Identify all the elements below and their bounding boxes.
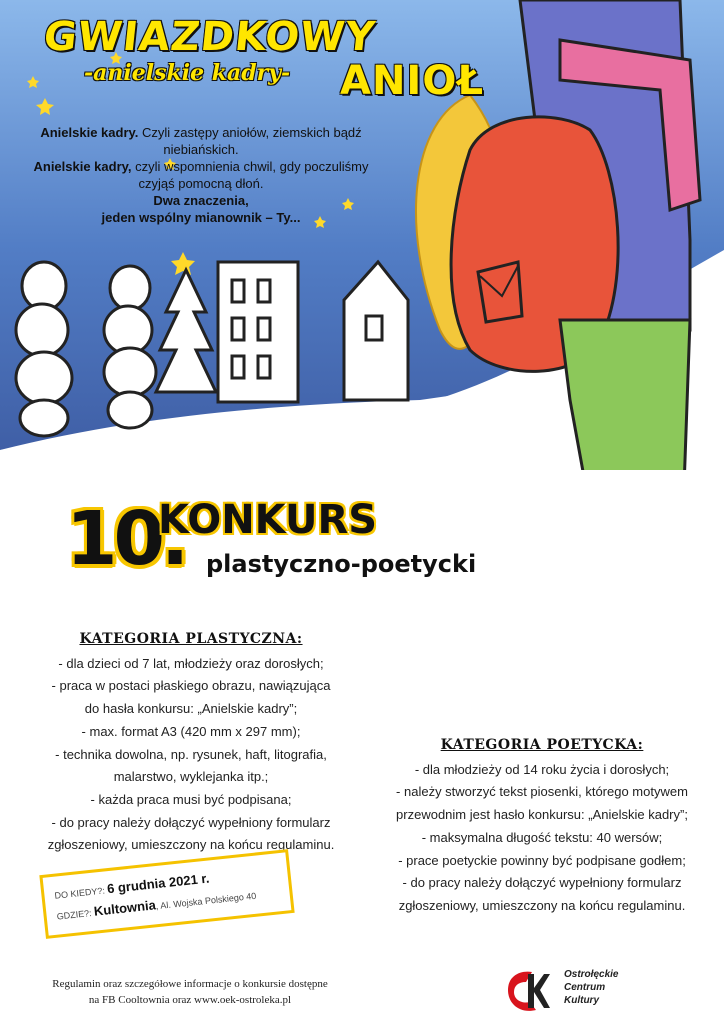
intro-p1-rest: Czyli zastępy aniołów, ziemskich bądź niebiańskich. xyxy=(138,125,362,157)
footer-line-2: na FB Cooltownia oraz www.oek-ostroleka.pl xyxy=(88,994,292,1006)
when-where-box xyxy=(39,849,294,939)
intro-p1-bold: Anielskie kadry. xyxy=(40,125,139,140)
category-art-line: - do pracy należy dołączyć wypełniony formularz xyxy=(51,814,331,830)
logo-line-3: Kultury xyxy=(564,995,599,1006)
category-art-heading: KATEGORIA PLASTYCZNA: xyxy=(79,631,303,647)
footer-line-1: Regulamin oraz szczegółowe informacje o konkursie dostępne xyxy=(52,978,328,990)
contest-word: KONKURS xyxy=(158,497,378,543)
intro-p4: jeden wspólny mianownik – Ty... xyxy=(101,210,301,225)
category-poetry-heading: KATEGORIA POETYCKA: xyxy=(440,737,644,753)
category-poetry-line: zgłoszeniowy, umieszczony na końcu regulaminu. xyxy=(398,897,686,913)
intro-p2-bold: Anielskie kadry, xyxy=(33,159,132,174)
location-value: Kultownia xyxy=(93,897,157,919)
intro-paragraph-2 xyxy=(26,158,376,192)
contest-type: plastyczno-poetycki xyxy=(206,550,477,578)
category-art-line: - max. format A3 (420 mm x 297 mm); xyxy=(81,723,301,739)
category-poetry xyxy=(372,734,712,918)
category-art-line: - każda praca musi być podpisana; xyxy=(90,791,292,807)
intro-paragraph-3 xyxy=(26,192,376,209)
category-art-line: - dla dzieci od 7 lat, młodzieży oraz dorosłych; xyxy=(58,655,324,671)
deadline-value: 6 grudnia 2021 r. xyxy=(106,870,210,897)
logo-line-1: Ostrołęckie xyxy=(564,969,619,980)
location-label: GDZIE?: xyxy=(56,908,93,922)
category-poetry-line: - maksymalna długość tekstu: 40 wersów; xyxy=(421,829,663,845)
category-art-line: zgłoszeniowy, umieszczony na końcu regulaminu. xyxy=(47,837,335,853)
footer-info xyxy=(20,976,360,1008)
intro-p3: Dwa znaczenia, xyxy=(153,193,249,208)
contest-number: 10. xyxy=(66,496,186,582)
title-subtitle: -anielskie kadry- xyxy=(84,60,291,86)
ock-logo-text xyxy=(564,968,618,1007)
category-poetry-line: przewodnim jest hasło konkursu: „Anielskie kadry”; xyxy=(396,807,688,823)
category-poetry-line: - prace poetyckie powinny być podpisane godłem; xyxy=(398,852,686,868)
category-art-line: - praca w postaci płaskiego obrazu, nawiązująca xyxy=(51,678,331,694)
category-poetry-line: - dla młodzieży od 14 roku życia i dorosłych; xyxy=(414,761,670,777)
category-art-line: malarstwo, wyklejanka itp.; xyxy=(113,769,269,785)
deadline-label: DO KIEDY?: xyxy=(54,885,106,901)
category-poetry-line: - należy stworzyć tekst piosenki, którego motywem xyxy=(396,784,688,800)
title-line1: GWIAZDKOWY xyxy=(41,14,378,60)
category-art-line: do hasła konkursu: „Anielskie kadry”; xyxy=(84,701,298,717)
intro-paragraph-1 xyxy=(26,124,376,158)
intro-p2-rest: czyli wspomnienia chwil, gdy poczuliśmy czyjąś pomocną dłoń. xyxy=(131,159,369,191)
ock-logo xyxy=(504,966,694,1016)
title-line2: ANIOŁ xyxy=(340,58,485,104)
logo-line-2: Centrum xyxy=(564,982,606,993)
location-address: , Al. Wojska Polskiego 40 xyxy=(155,890,257,912)
category-art-line: - technika dowolna, np. rysunek, haft, litografia, xyxy=(55,746,327,762)
intro-text xyxy=(26,124,376,226)
category-art xyxy=(26,628,356,857)
ock-logo-mark-icon xyxy=(504,968,552,1012)
category-poetry-line: - do pracy należy dołączyć wypełniony formularz xyxy=(402,875,682,891)
intro-paragraph-4 xyxy=(26,209,376,226)
